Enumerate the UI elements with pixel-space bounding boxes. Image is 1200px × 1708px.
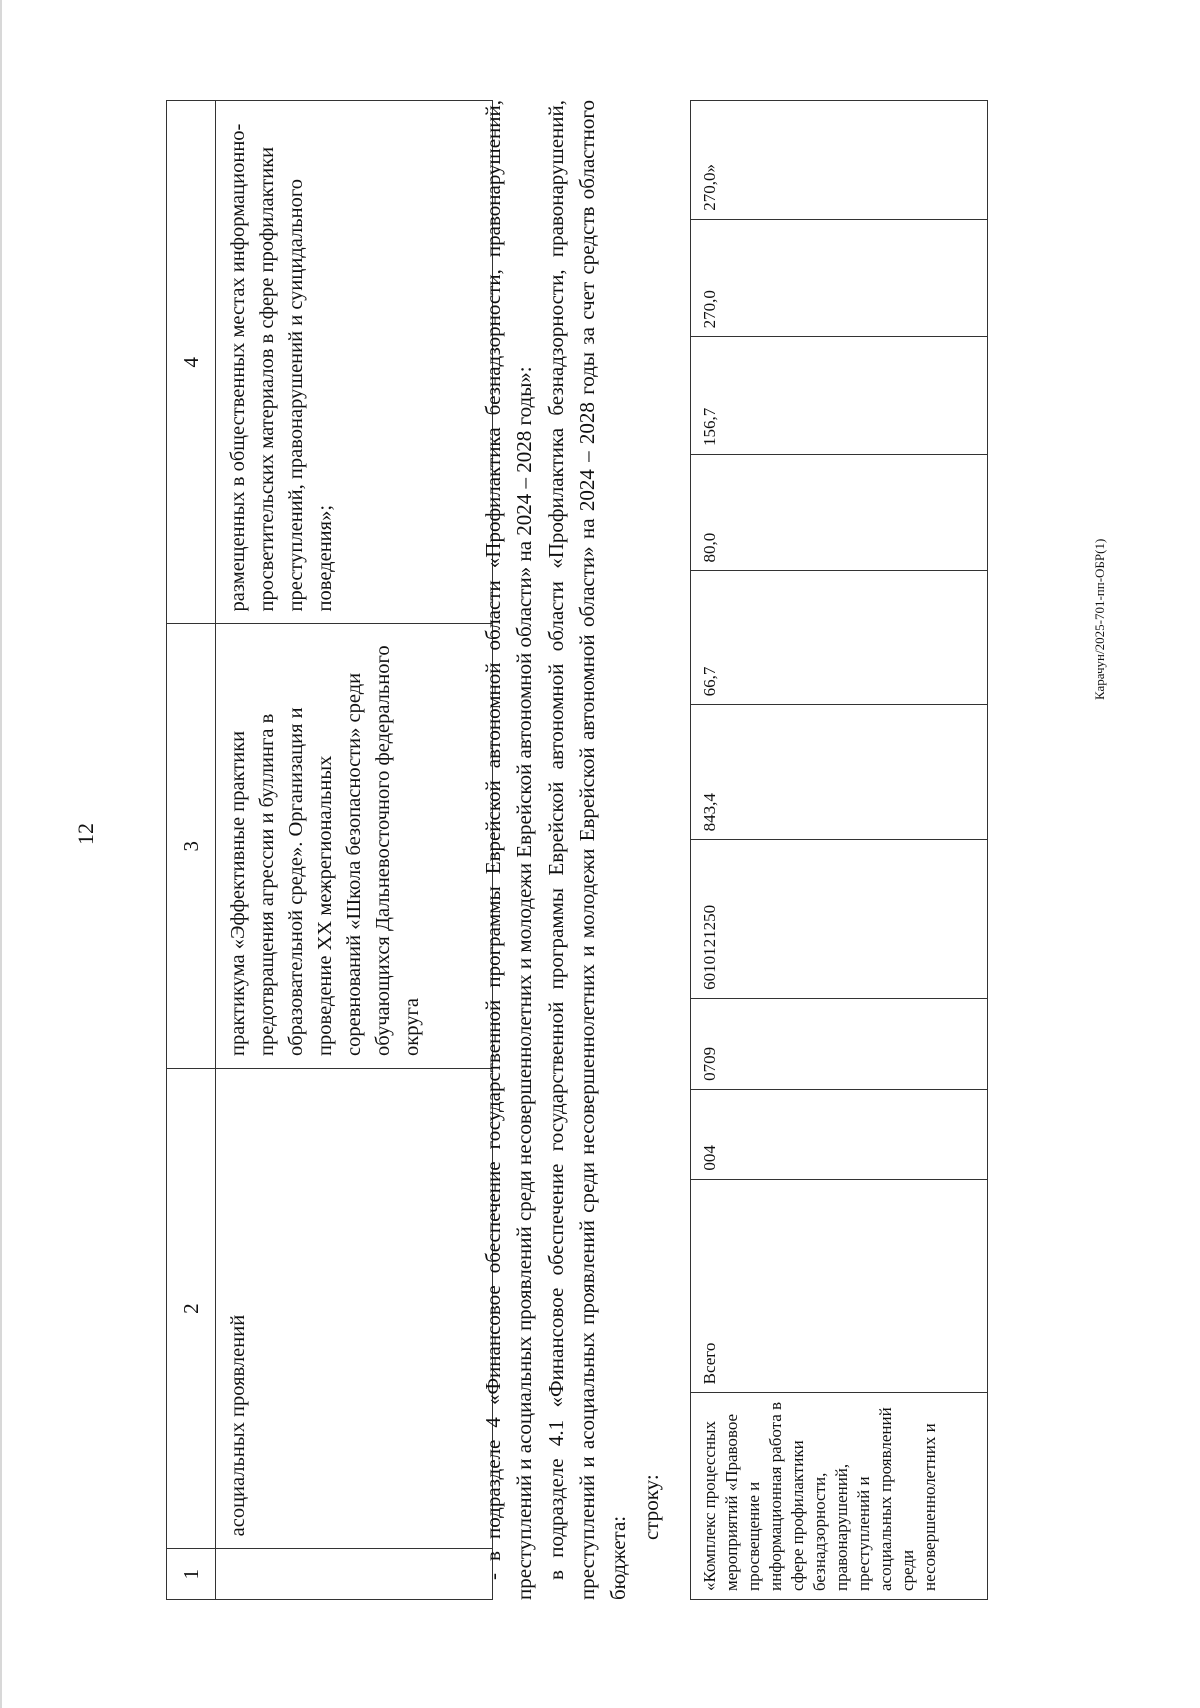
header-col-2: 2 [167,1068,216,1548]
page-number: 12 [73,823,98,845]
budget-table [690,100,988,1600]
header-col-3: 3 [167,624,216,1069]
value-cell-2026: 156,7 [691,337,988,455]
value-cell-2024: 66,7 [691,571,988,705]
continuation-table [166,100,493,1600]
funding-source-cell: Всего [691,1179,988,1393]
cell-col-4: размещенных в общественных местах информационно-просветительских материалов в сфере профилактики преступлений, правонарушений и суицидального поведения»; [216,101,493,624]
value-cell-target: 6010121250 [691,840,988,998]
cell-col-1 [216,1549,493,1600]
cell-col-2: асоциальных проявлений [216,1068,493,1548]
page-edge [0,0,2,1708]
value-cell-2027: 270,0 [691,219,988,337]
value-cell-2028: 270,0» [691,101,988,220]
rotated-content [166,100,1066,1600]
cell-col-3: практикума «Эффективные практики предотвращения агрессии и буллинга в образовательной среде». Организация и проведение XX межрегиональных соревнований «Школа безопасности» среди обучающихся Дальневосточного федерального округа [216,624,493,1069]
value-cell-total: 843,4 [691,705,988,840]
value-cell-2025: 80,0 [691,455,988,571]
table-row [216,101,493,1600]
paragraph-stroke: строку: [639,1474,663,1540]
amendment-text [478,100,666,1600]
table-row [691,101,988,1600]
header-col-4: 4 [167,101,216,624]
value-cell-section: 0709 [691,998,988,1089]
program-name-cell: «Комплекс процессных мероприятий «Правовое просвещение и информационная работа в сфере профилактики безнадзорности, правонарушений, преступлений и асоциальных проявлений среди несовершеннолетних и [691,1393,988,1600]
header-col-1: 1 [167,1549,216,1600]
document-reference: Карачун/2025-701-пп-ОБР(1) [1092,538,1107,700]
table-header-row [167,101,216,1600]
paragraph-subsection-4: - в подразделе 4 «Финансовое обеспечение государственной программы Еврейской автономной области «Профилактика безнадзорности, правонарушений, преступлений и асоциальных проявлений среди несовершеннолетних и молодежи Еврейской автономной области» на 2024 – 2028 годы»: [481,100,536,1600]
paragraph-subsection-4-1: в подразделе 4.1 «Финансовое обеспечение государственной программы Еврейской автономной области «Профилактика безнадзорности, правонарушений, преступлений и асоциальных проявлений среди несовершеннолетних и молодежи Еврейской автономной области» на 2024 – 2028 годы за счет средств областного бюджета: [544,100,630,1600]
value-cell-grbs: 004 [691,1089,988,1179]
